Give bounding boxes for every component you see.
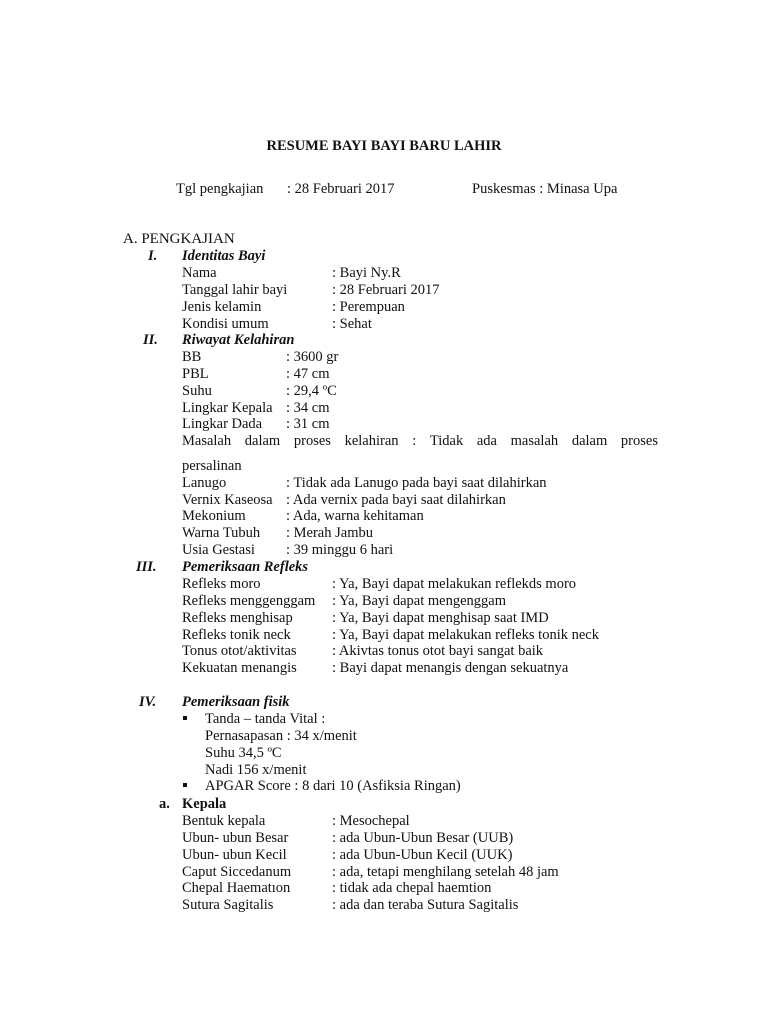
- field-value: : 39 minggu 6 hari: [286, 542, 394, 558]
- field-value: : Ya, Bayi dapat melakukan refleks tonik neck: [332, 627, 599, 643]
- ttv-label: Tanda – tanda Vital :: [205, 711, 326, 727]
- field-value: : 31 cm: [286, 416, 330, 432]
- field-label: Tonus otot/aktivitas: [182, 643, 297, 659]
- subsection-title-kepala: Kepala: [182, 796, 227, 812]
- masalah-word: proses: [293, 433, 331, 449]
- ttv-item: Suhu 34,5 ºC: [205, 745, 282, 761]
- field-label: Lingkar Dada: [182, 416, 263, 432]
- masalah-word: Tidak: [429, 433, 464, 449]
- field-label: Refleks moro: [182, 576, 261, 592]
- ttv-item: Nadi 156 x/menit: [205, 762, 307, 778]
- section-num: III.: [136, 559, 157, 575]
- field-label: Ubun- ubun Kecil: [182, 847, 287, 863]
- field-value: : Perempuan: [332, 299, 405, 315]
- masalah-word: :: [412, 433, 417, 449]
- section-num: I.: [148, 248, 158, 264]
- field-label: Kekuatan menangis: [182, 660, 297, 676]
- subsection-num: a.: [159, 796, 170, 812]
- field-value: : Ada vernix pada bayi saat dilahirkan: [286, 492, 506, 508]
- ttv-item: Pernasapasan : 34 x/menit: [205, 728, 357, 744]
- field-value: : Tidak ada Lanugo pada bayi saat dilahirkan: [286, 475, 547, 491]
- section-title-refleks: Pemeriksaan Refleks: [182, 559, 309, 575]
- puskesmas-value: Puskesmas : Minasa Upa: [472, 181, 618, 197]
- masalah-word: masalah: [510, 433, 559, 449]
- field-value: : Akivtas tonus otot bayi sangat baik: [332, 643, 544, 659]
- field-value: : 34 cm: [286, 400, 330, 416]
- field-value: : Ya, Bayi dapat melakukan reflekds moro: [332, 576, 577, 592]
- field-value: : 47 cm: [286, 366, 330, 382]
- section-num: II.: [143, 332, 158, 348]
- field-value: : ada, tetapi menghilang setelah 48 jam: [332, 864, 559, 880]
- field-label: Tanggal lahir bayi: [182, 282, 288, 298]
- masalah-line: [182, 433, 658, 450]
- field-label: Vernix Kaseosa: [182, 492, 273, 508]
- field-label: Mekonium: [182, 508, 246, 524]
- field-value: : Bayi Ny.R: [332, 265, 401, 281]
- field-value: : Bayi dapat menangis dengan sekuatnya: [332, 660, 569, 676]
- field-value: : ada Ubun-Ubun Kecil (UUK): [332, 847, 513, 863]
- section-a-heading: A. PENGKAJIAN: [123, 231, 235, 247]
- section-num: IV.: [139, 694, 157, 710]
- bullet-icon: [183, 783, 187, 787]
- field-label: Ubun- ubun Besar: [182, 830, 289, 846]
- field-label: Refleks menggenggam: [182, 593, 316, 609]
- date-label: Tgl pengkajian: [176, 181, 264, 197]
- masalah-word: dalam: [571, 433, 608, 449]
- field-label: Lingkar Kepala: [182, 400, 273, 416]
- field-value: : Sehat: [332, 316, 372, 332]
- field-label: Sutura Sagitalis: [182, 897, 274, 913]
- field-value: : 3600 gr: [286, 349, 339, 365]
- field-label: Jenis kelamin: [182, 299, 262, 315]
- field-label: Usia Gestasi: [182, 542, 255, 558]
- field-value: : ada dan teraba Sutura Sagitalis: [332, 897, 519, 913]
- field-value: : 29,4 ºC: [286, 383, 337, 399]
- field-label: Caput Siccedanum: [182, 864, 292, 880]
- field-label: Refleks menghisap: [182, 610, 293, 626]
- field-value: : Merah Jambu: [286, 525, 373, 541]
- field-label: Bentuk kepala: [182, 813, 266, 829]
- field-label: Nama: [182, 265, 217, 281]
- section-title-fisik: Pemeriksaan fisik: [182, 694, 290, 710]
- field-value: : ada Ubun-Ubun Besar (UUB): [332, 830, 514, 846]
- masalah-word: dalam: [244, 433, 281, 449]
- document-title: RESUME BAYI BAYI BARU LAHIR: [266, 138, 502, 154]
- field-label: Kondisi umum: [182, 316, 269, 332]
- section-title-identitas: Identitas Bayi: [182, 248, 266, 264]
- field-label: Warna Tubuh: [182, 525, 261, 541]
- section-title-riwayat: Riwayat Kelahiran: [182, 332, 295, 348]
- masalah-word: Masalah: [182, 433, 232, 449]
- date-value: : 28 Februari 2017: [287, 181, 395, 197]
- field-value: : 28 Februari 2017: [332, 282, 440, 298]
- field-label: Lanugo: [182, 475, 227, 491]
- apgar-score: APGAR Score : 8 dari 10 (Asfiksia Ringan): [205, 778, 461, 794]
- field-value: : Ada, warna kehitaman: [286, 508, 424, 524]
- field-label: PBL: [182, 366, 209, 382]
- masalah-continuation: persalinan: [182, 458, 242, 474]
- field-label: Suhu: [182, 383, 212, 399]
- bullet-icon: [183, 716, 187, 720]
- field-value: : Mesochepal: [332, 813, 410, 829]
- field-value: : tidak ada chepal haemtion: [332, 880, 492, 896]
- masalah-word: proses: [620, 433, 658, 449]
- field-label: Chepal Haematıon: [182, 880, 291, 896]
- field-value: : Ya, Bayi dapat mengenggam: [332, 593, 506, 609]
- masalah-word: ada: [476, 433, 497, 449]
- masalah-word: kelahiran: [344, 433, 399, 449]
- field-value: : Ya, Bayi dapat menghisap saat IMD: [332, 610, 549, 626]
- field-label: Refleks tonik neck: [182, 627, 291, 643]
- field-label: BB: [182, 349, 202, 365]
